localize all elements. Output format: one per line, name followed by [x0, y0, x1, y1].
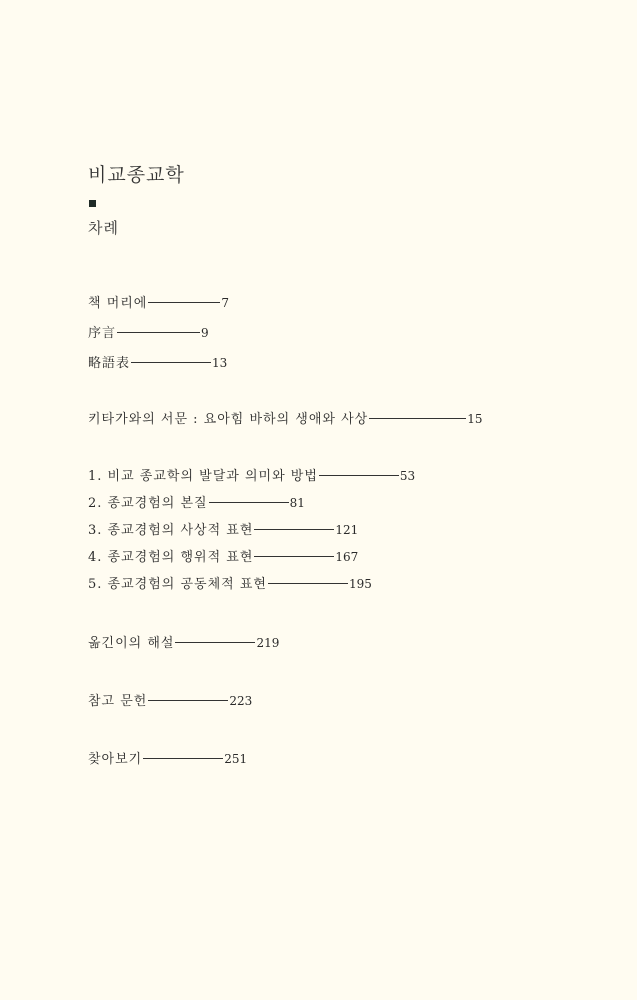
toc-entry-label: 5. 종교경험의 공동체적 표현: [88, 577, 267, 592]
toc-entry-page: 81: [289, 496, 305, 510]
toc-entry-page: 167: [335, 550, 359, 564]
toc-entry-page: 13: [212, 356, 228, 370]
leader-line: [268, 583, 348, 584]
toc-entry: [88, 748, 247, 767]
leader-line: [254, 556, 334, 557]
toc-entry-label: 찾아보기: [88, 752, 143, 767]
leader-line: [319, 475, 399, 476]
toc-entry-label: 3. 종교경험의 사상적 표현: [88, 523, 254, 538]
toc-entry: [88, 292, 229, 311]
toc-entry-page: 223: [229, 694, 253, 708]
toc-entry-label: 4. 종교경험의 행위적 표현: [88, 550, 254, 565]
leader-line: [148, 302, 220, 303]
toc-entry: [88, 573, 372, 592]
toc-entry-label: 키타가와의 서문 : 요아힘 바하의 생애와 사상: [88, 412, 369, 427]
leader-line: [143, 758, 223, 759]
leader-line: [254, 529, 334, 530]
toc-entry-label: 略語表: [88, 356, 131, 371]
toc-entry-page: 121: [335, 523, 359, 537]
toc-entry-label: 참고 문헌: [88, 694, 148, 709]
toc-entry-page: 15: [467, 412, 483, 426]
toc-entry: [88, 492, 305, 511]
toc-entry-label: 1. 비교 종교학의 발달과 의미와 방법: [88, 469, 318, 484]
toc-entry-page: 219: [256, 636, 280, 650]
toc-entry-label: 序言: [88, 326, 117, 341]
toc-entry-label: 책 머리에: [88, 296, 148, 311]
toc-entry: [88, 546, 358, 565]
toc-entry-page: 53: [399, 469, 416, 483]
leader-line: [175, 642, 255, 643]
toc-entry: [88, 465, 415, 484]
leader-line: [209, 502, 289, 503]
toc-entry-page: 9: [201, 326, 209, 340]
toc-entry-page: 7: [221, 296, 230, 310]
square-bullet-icon: [89, 200, 96, 207]
toc-entry: [88, 352, 227, 371]
leader-line: [148, 700, 228, 701]
toc-entry-page: 195: [348, 577, 372, 591]
toc-entry: [88, 519, 358, 538]
leader-line: [131, 362, 211, 363]
leader-line: [369, 418, 466, 419]
toc-entry: [88, 408, 483, 427]
leader-line: [117, 332, 200, 333]
toc-entry-page: 251: [224, 752, 248, 766]
book-title: 비교종교학: [88, 164, 185, 186]
toc-heading: 차례: [88, 219, 119, 237]
toc-entry: [88, 690, 252, 709]
toc-entry: [88, 322, 209, 341]
toc-entry-label: 2. 종교경험의 본질: [88, 496, 208, 511]
toc-entry-label: 옮긴이의 해설: [88, 636, 175, 651]
toc-entry: [88, 632, 279, 651]
